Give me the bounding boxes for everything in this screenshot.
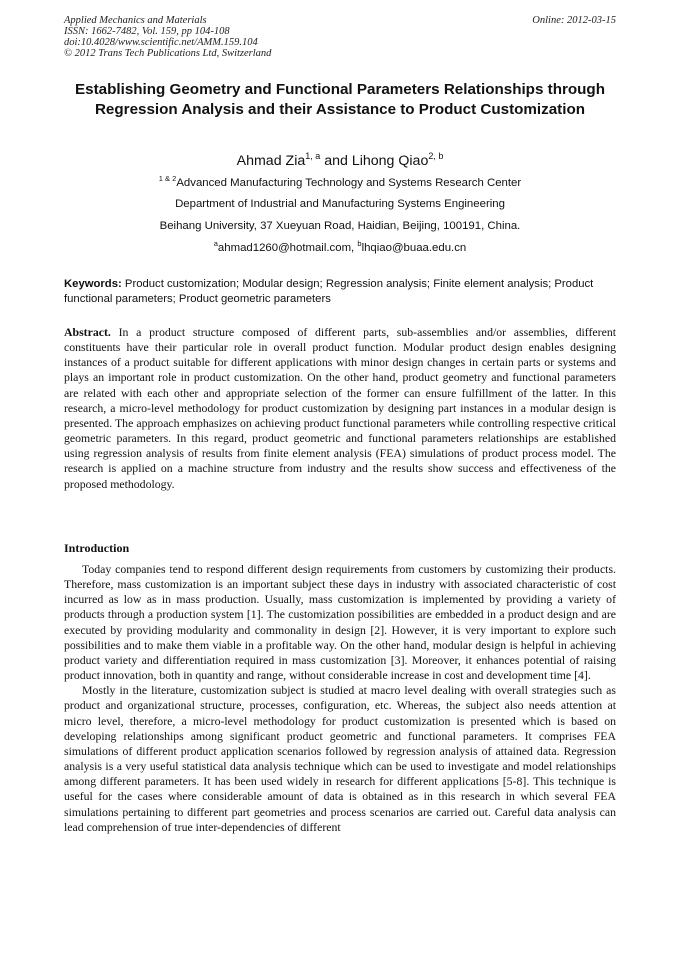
author-emails bbox=[64, 241, 616, 255]
keywords-text: Product customization; Modular design; Regression analysis; Finite element analysis; Product functional parameters; Product geometric parameters bbox=[64, 278, 594, 305]
introduction-body bbox=[64, 562, 616, 835]
affiliation-line bbox=[64, 219, 616, 233]
abstract-block bbox=[64, 325, 616, 492]
affiliation-mark: 1 & 2 bbox=[158, 174, 177, 183]
email-mark: b bbox=[357, 239, 362, 248]
author-conjunction: and bbox=[320, 153, 352, 169]
email-mark: a bbox=[213, 239, 218, 248]
affiliation-center: Advanced Manufacturing Technology and Systems Research Center bbox=[176, 177, 522, 189]
email-link[interactable]: lhqiao@buaa.edu.cn bbox=[361, 242, 467, 254]
author-line bbox=[64, 152, 616, 170]
affiliation-line bbox=[64, 197, 616, 211]
author-affil-mark: 1, a bbox=[305, 151, 321, 161]
author-name: Ahmad Zia bbox=[236, 153, 306, 169]
keywords-block bbox=[64, 277, 616, 306]
body-paragraph: Mostly in the literature, customization subject is studied at macro level dealing with overall strategies such as product and organizational structure, processes, configuration, etc. Whereas, the subject also needs attention at micro level, therefore, a micro-level methodology for product customization is presented which is based on developing relationships among significant product geometric and functional parameters. It comprises FEA simulations of different product application scenarios followed by regression analysis of attained data. Regression analysis is a very useful statistical data analysis technique which can be used to investigate and model relationships among different parameters. It has been used widely in research for different applications [5-8]. This technique is useful for the cases where considerable amount of data is obtained as in this research in which several FEA simulations pertaining to different part geometries and process scenarios are carried out. Careful data analysis can lead comprehension of true inter-dependencies of different bbox=[64, 683, 616, 834]
journal-header bbox=[64, 15, 616, 59]
doi-line: doi:10.4028/www.scientific.net/AMM.159.104 bbox=[64, 37, 258, 48]
journal-name: Applied Mechanics and Materials bbox=[64, 15, 207, 26]
keywords-label: Keywords: bbox=[64, 278, 122, 290]
affiliation-address: Beihang University, 37 Xueyuan Road, Haidian, Beijing, 100191, China. bbox=[159, 220, 521, 232]
issn-line: ISSN: 1662-7482, Vol. 159, pp 104-108 bbox=[64, 26, 230, 37]
paper-title: Establishing Geometry and Functional Parameters Relationships through Regression Analysis and their Assistance to Product Customization bbox=[75, 81, 605, 118]
affiliation-line bbox=[64, 176, 616, 190]
copyright-line: © 2012 Trans Tech Publications Ltd, Switzerland bbox=[64, 48, 272, 59]
author-name: Lihong Qiao bbox=[351, 153, 429, 169]
abstract-label: Abstract. bbox=[64, 325, 111, 339]
section-heading: Introduction bbox=[64, 541, 130, 555]
body-paragraph: Today companies tend to respond different design requirements from customers by customizing their products. Therefore, mass customization is an important subject these days in industry with associated characteristic of cost incurred as low as in mass production. Usually, mass customization is implemented by providing a variety of products through a production system [1]. The customization possibilities are embedded in a product design and are executed by providing modularity and commonality in design [2]. However, it is very important to explore such possibilities and to make them viable in a profitable way. On the other hand, modular design is helpful in achieving product variety and differentiation required in mass customization [3]. Moreover, it enhances potential of raising product innovation, both in quantity and range, without considerable increase in cost and development time [4]. bbox=[64, 562, 616, 683]
email-link[interactable]: ahmad1260@hotmail.com, bbox=[217, 242, 358, 254]
affiliation-department: Department of Industrial and Manufacturing Systems Engineering bbox=[175, 198, 505, 210]
abstract-text: In a product structure composed of different parts, sub-assemblies and/or assemblies, different constituents have their particular role in overall product function. Modular product design enables designing instances of a product suitable for different applications with minor design changes in certain parts or systems and plays an important role in product customization. On the other hand, product geometry and functional parameters are related with each other and appropriate selection of the former can ensure fulfillment of the latter. In this research, a micro-level methodology for product customization by designing part instances in a modular design is presented. The approach emphasizes on achieving product functional parameters while controlling respective critical geometric parameters. In this regard, product geometric and functional parameters relationships are established using regression analysis of results from finite element analysis (FEA) simulations of product process model. The research is applied on a machine structure from industry and the results show success and effectiveness of the proposed methodology. bbox=[64, 325, 616, 491]
author-affil-mark: 2, b bbox=[428, 151, 444, 161]
online-date: Online: 2012-03-15 bbox=[532, 15, 616, 26]
